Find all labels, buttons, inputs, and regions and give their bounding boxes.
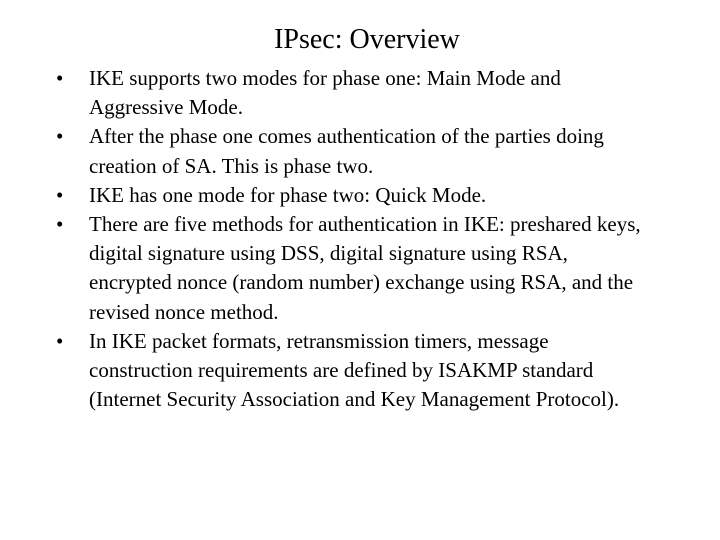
slide-title: IPsec: Overview	[274, 24, 460, 55]
bullet-dot-icon: •	[56, 182, 64, 207]
bullet-text: IKE has one mode for phase two: Quick Mode.	[89, 182, 487, 207]
bullet-text: After the phase one comes authentication of the parties doing creation of SA. This is phase two.	[89, 124, 604, 178]
bullet-item	[54, 327, 654, 415]
bullet-dot-icon: •	[56, 212, 64, 237]
bullet-item	[54, 210, 654, 327]
bullet-item	[54, 64, 654, 122]
bullet-item	[54, 122, 654, 180]
bullet-dot-icon: •	[56, 328, 64, 353]
bullet-dot-icon: •	[56, 66, 64, 90]
bullet-dot-icon: •	[56, 124, 64, 149]
bullet-text: IKE supports two modes for phase one: Main Mode and Aggressive Mode.	[89, 66, 561, 120]
bullet-item	[54, 181, 654, 210]
bullet-text: In IKE packet formats, retransmission timers, message construction requirements are defined by ISAKMP standard (Internet Security Association and Key Management Protocol).	[89, 328, 620, 412]
bullet-text: There are five methods for authentication in IKE: preshared keys, digital signature using DSS, digital signature using RSA, encrypted nonce (random number) exchange using RSA, and the revised nonce method.	[89, 212, 641, 324]
bullet-list	[54, 64, 654, 414]
